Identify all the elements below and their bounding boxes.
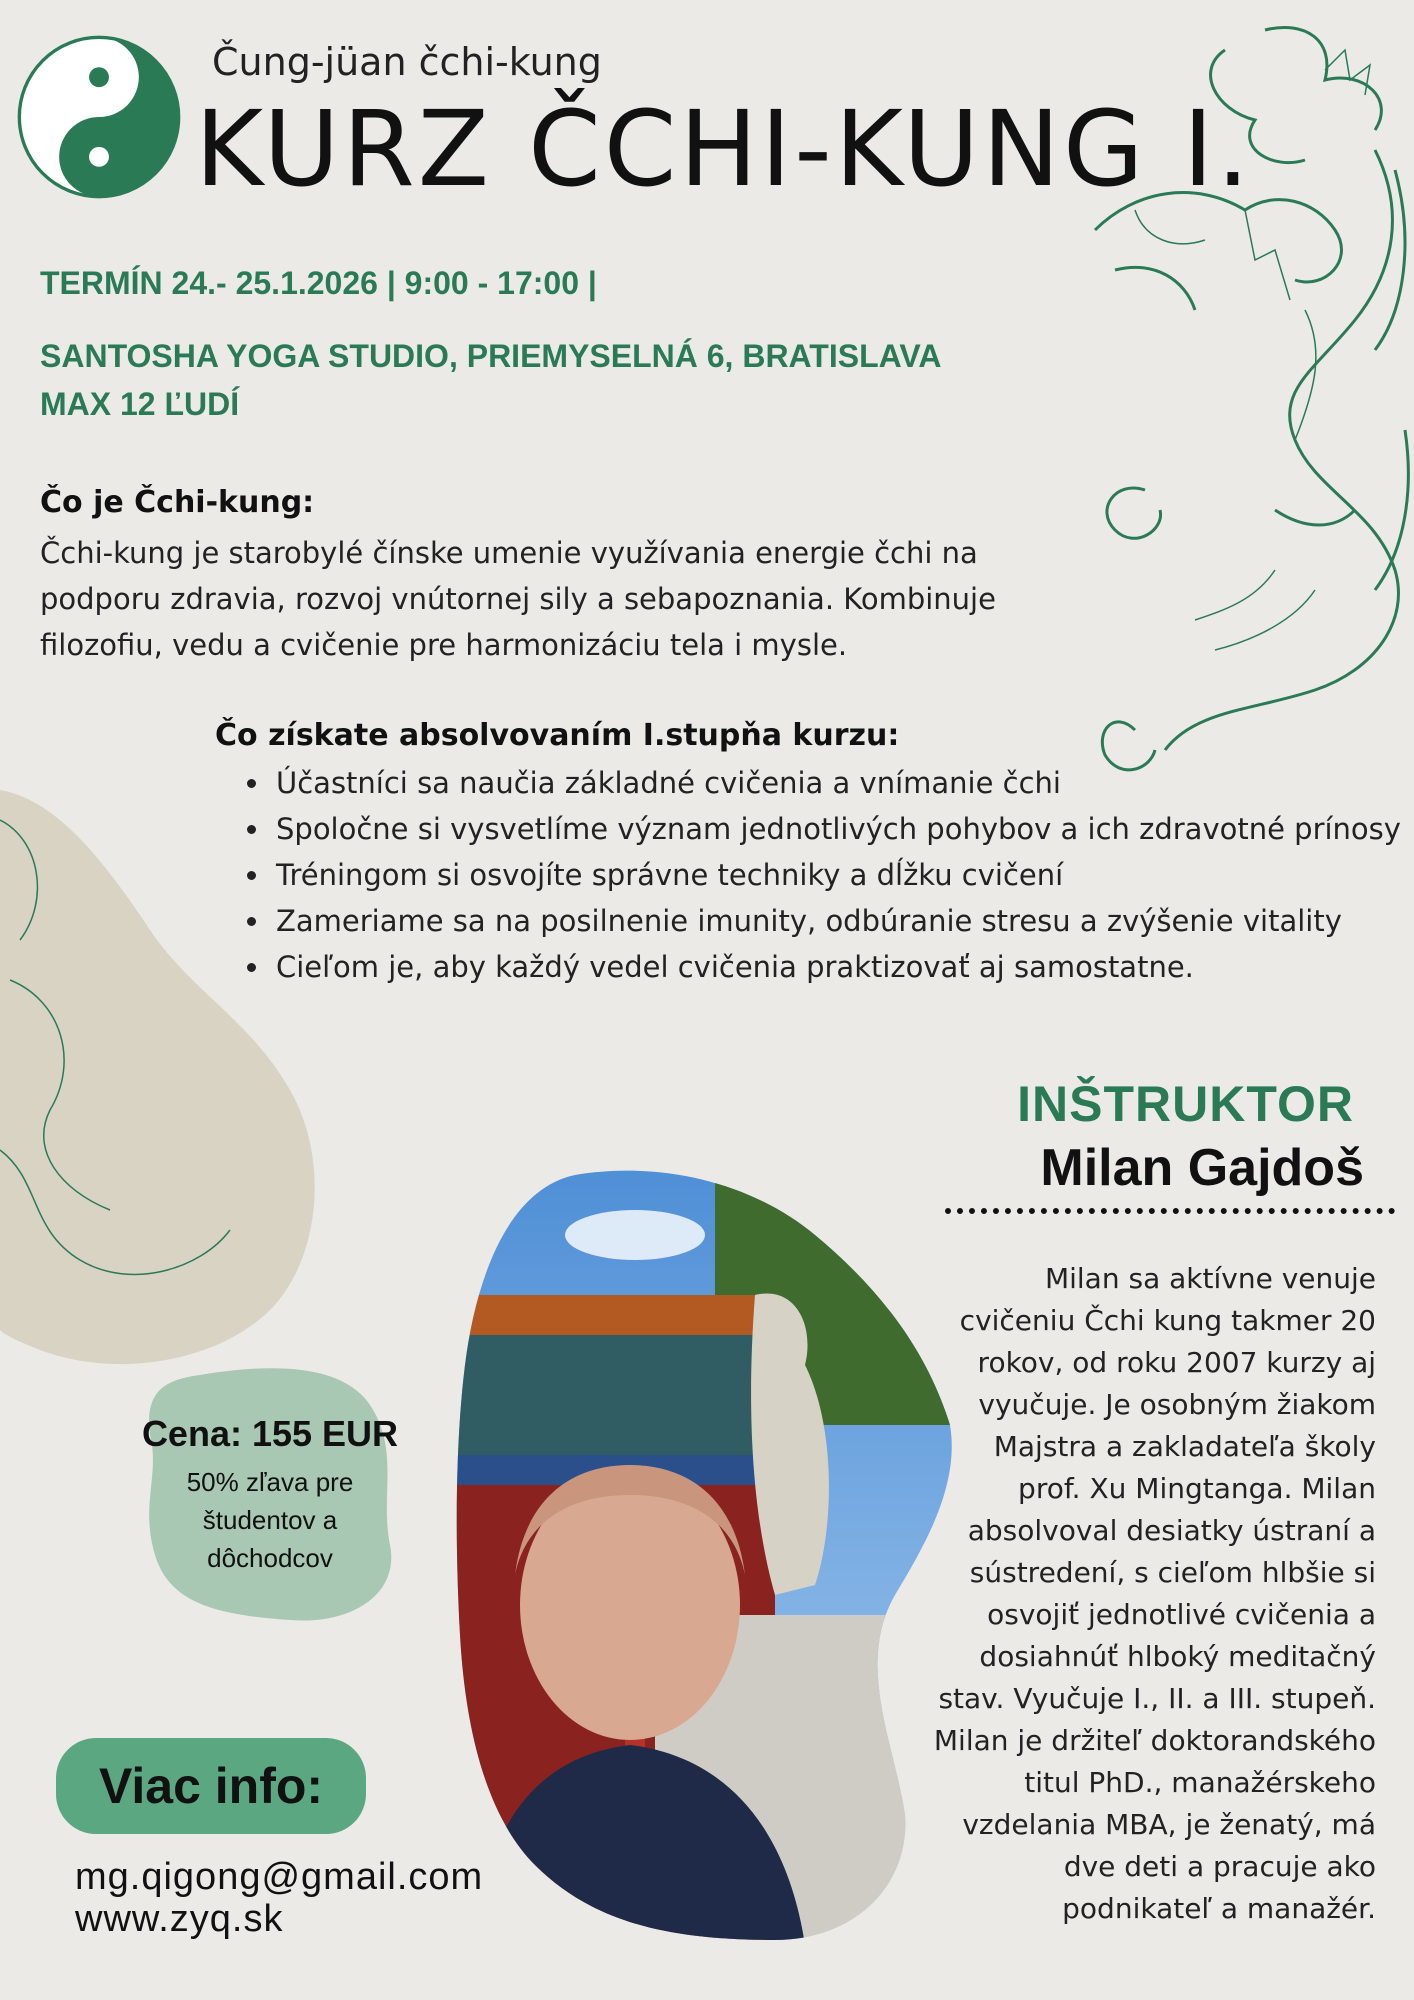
price-label: Cena: 155 EUR: [141, 1413, 399, 1454]
contact-website[interactable]: www.zyq.sk: [75, 1898, 284, 1940]
yin-yang-logo-icon: [16, 34, 182, 200]
more-info-button[interactable]: Viac info:: [56, 1738, 366, 1834]
list-item: • Cieľom je, aby každý vedel cvičenia praktizovať aj samostatne.: [272, 944, 1401, 990]
event-location: SANTOSHA YOGA STUDIO, PRIEMYSELNÁ 6, BRATISLAVA: [40, 338, 942, 374]
list-item: • Účastníci sa naučia základné cvičenia a vnímanie čchi: [272, 760, 1401, 806]
instructor-photo: [455, 1165, 965, 1945]
about-text: Čchi-kung je starobylé čínske umenie využívania energie čchi na podporu zdravia, rozvoj vnútornej sily a sebapoznania. Kombinuje filozofiu, vedu a cvičenie pre harmonizáciu tela i mysle.: [40, 536, 996, 662]
course-subtitle: Čung-jüan čchi-kung: [212, 40, 602, 84]
benefits-list: [238, 760, 1401, 990]
page-title: KURZ ČCHI-KUNG I.: [195, 88, 1253, 210]
event-date: TERMÍN 24.- 25.1.2026 | 9:00 - 17:00 |: [40, 265, 597, 301]
list-item: • Tréningom si osvojíte správne techniky a dĺžku cvičení: [272, 852, 1401, 898]
about-heading: Čo je Čchi-kung:: [40, 485, 315, 520]
price-badge: [130, 1413, 410, 1577]
contact-email[interactable]: mg.qigong@gmail.com: [75, 1856, 484, 1898]
benefits-heading: Čo získate absolvovaním I.stupňa kurzu:: [215, 718, 900, 753]
list-item: • Zameriame sa na posilnenie imunity, odbúranie stresu a zvýšenie vitality: [272, 898, 1401, 944]
list-item: • Spoločne si vysvetlíme význam jednotlivých pohybov a ich zdravotné prínosy: [272, 806, 1401, 852]
event-capacity: MAX 12 ĽUDÍ: [40, 386, 240, 422]
instructor-heading: INŠTRUKTOR: [1017, 1076, 1354, 1132]
instructor-name: Milan Gajdoš: [1040, 1139, 1364, 1197]
instructor-bio: Milan sa aktívne venuje cvičeniu Čchi kung takmer 20 rokov, od roku 2007 kurzy aj vyučuje. Je osobným žiakom Majstra a zakladateľa školy prof. Xu Mingtanga. Milan absolvoval desiatky ústraní a sústredení, s cieľom hlbšie si osvojiť jednotlivé cvičenia a dosiahnúť hlboký meditačný stav. Vyučuje I., II. a III. stupeň. Milan je držiteľ doktorandského titul PhD., manažérskeho vzdelania MBA, je ženatý, má dve deti a pracuje ako podnikateľ a manažér.: [933, 1262, 1376, 1925]
price-discount: 50% zľava pre študentov a dôchodcov: [186, 1467, 354, 1573]
dotted-divider: [945, 1208, 1395, 1214]
